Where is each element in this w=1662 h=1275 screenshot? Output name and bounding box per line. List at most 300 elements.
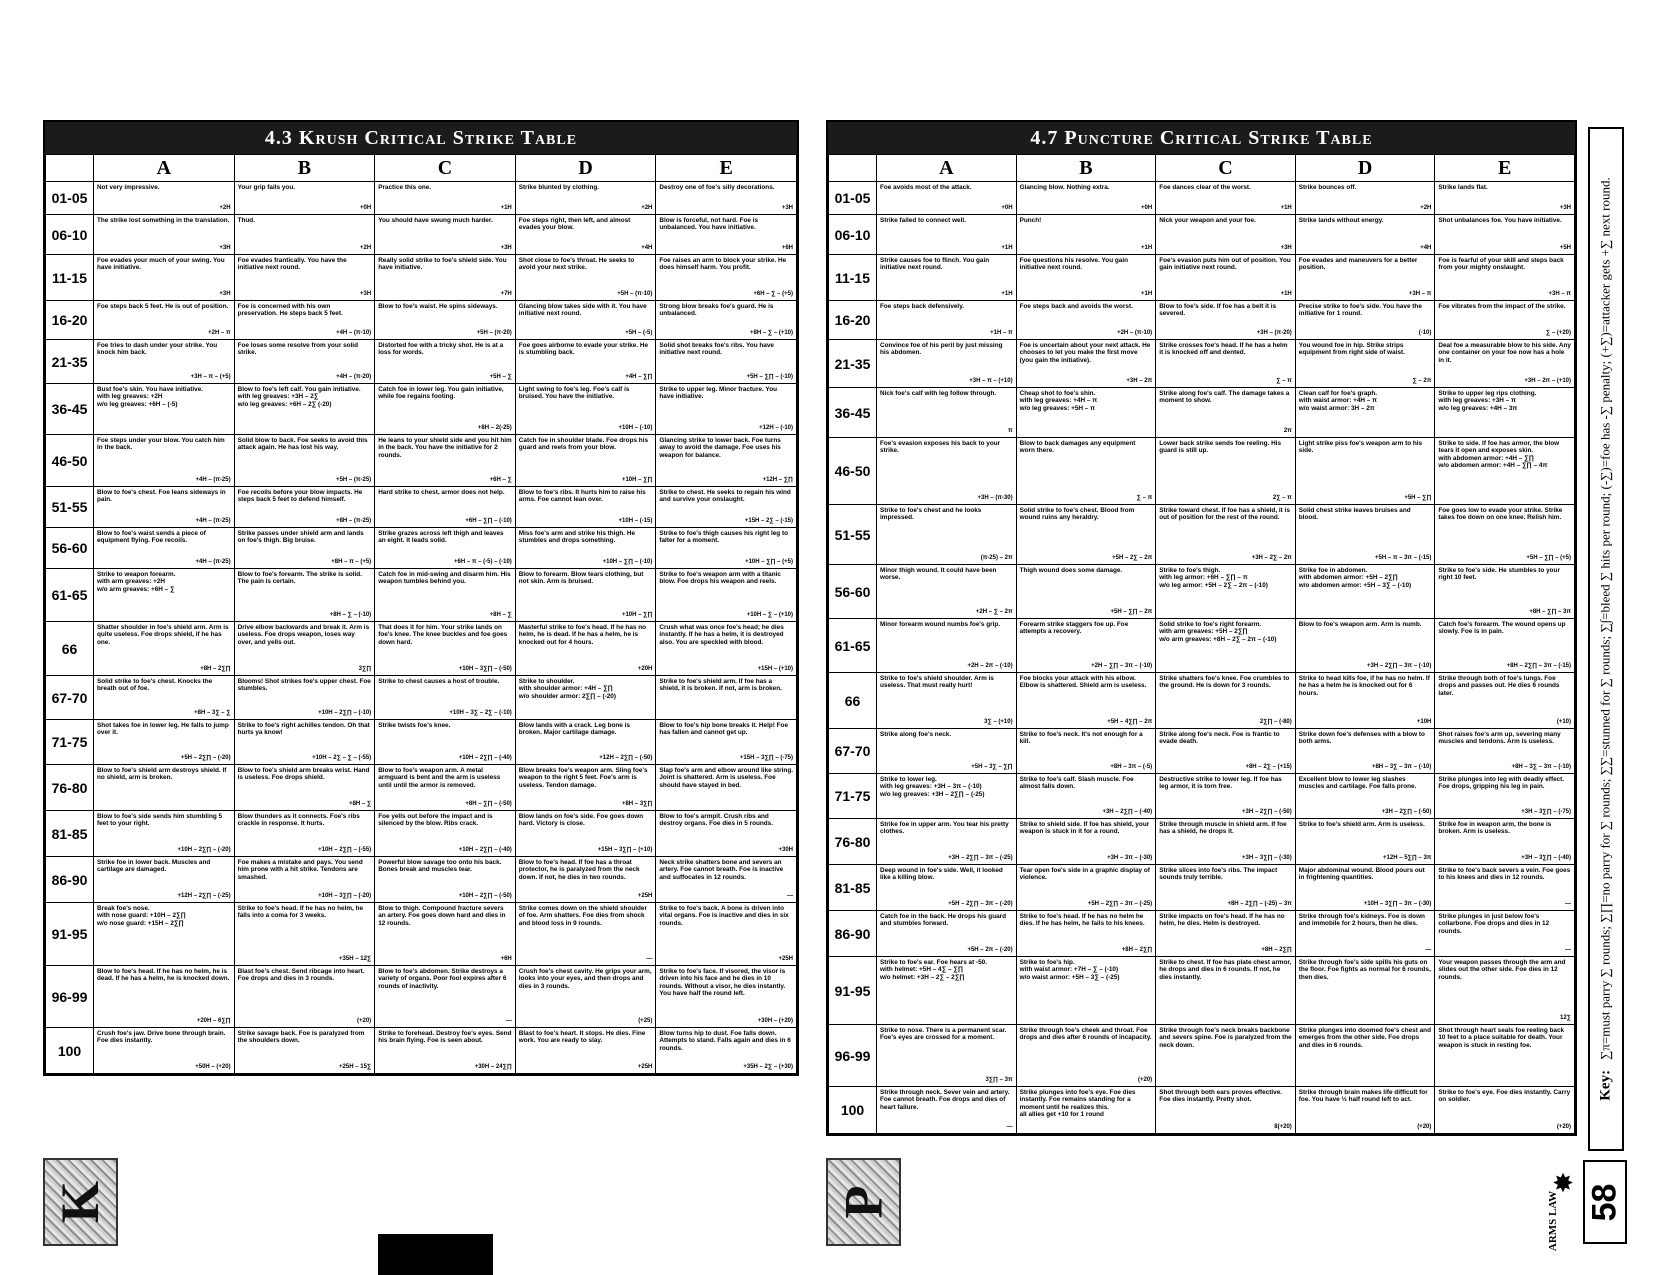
result-effect: +5H – ∑∏ [1404, 495, 1432, 501]
result-cell [877, 565, 1017, 619]
result-description: Strong blow breaks foe's guard. He is unbalanced. [659, 303, 774, 318]
result-cell [1016, 388, 1156, 438]
result-description: Strike to forehead. Destroy foe's eyes. Send his brain flying. Foe is seen about. [378, 1030, 512, 1045]
result-cell [234, 301, 375, 340]
result-description: Tear open foe's side in a graphic display of violence. [1019, 867, 1150, 882]
result-effect: 3∑∏ – 3π [985, 1077, 1013, 1083]
result-cell [1156, 673, 1296, 729]
column-header-a: A [94, 155, 235, 182]
result-cell [234, 528, 375, 569]
result-cell [877, 255, 1017, 301]
result-description: Bust foe's skin. You have initiative. with leg greaves: +2H w/o leg greaves: +6H – (-5) [97, 386, 204, 408]
result-description: Light strike piss foe's weapon arm to his side. [1298, 440, 1423, 455]
result-cell [1435, 182, 1575, 215]
result-cell [1435, 729, 1575, 774]
result-cell [1016, 911, 1156, 957]
result-effect: +8H – 2∑∏ [1261, 947, 1292, 953]
result-effect: (+10) [1556, 719, 1571, 725]
result-description: Crush foe's chest cavity. He grips your arm, looks into your eyes, and then drops and dies in 3 rounds. [518, 968, 652, 990]
result-description: Foe questions his resolve. You gain initiative next round. [1019, 257, 1129, 272]
result-cell [234, 720, 375, 765]
result-description: Major abdominal wound. Blood pours out in frightening quantities. [1298, 867, 1425, 882]
roll-range: 66 [46, 622, 94, 676]
result-description: Strike to foe's eye. Foe dies instantly. Carry on soldier. [1438, 1089, 1571, 1104]
result-description: Strike savage back. Foe is paralyzed from the shoulders down. [237, 1030, 365, 1045]
result-effect: +8H – ∑ – (+10) [750, 330, 793, 336]
table-row [829, 215, 1575, 255]
result-cell [515, 966, 656, 1028]
result-description: Solid strike to foe's chest. Blood from wound ruins any heraldry. [1019, 507, 1135, 522]
result-effect: — [646, 956, 653, 962]
roll-range: 66 [829, 673, 877, 729]
result-description: Nick your weapon and your foe. [1159, 217, 1256, 224]
result-description: Neck strike shatters bone and severs an artery. Foe cannot breath. Foe is inactive and suffocates in 12 rounds. [659, 859, 784, 881]
result-description: Strike slices into foe's ribs. The impact sounds truly terrible. [1159, 867, 1278, 882]
result-cell [877, 865, 1017, 911]
result-description: Strike to chest. If foe has plate chest armor, he drops and dies in 6 rounds. If not, he dies instantly. [1159, 959, 1292, 981]
result-effect: π [1008, 428, 1013, 434]
result-description: Blow to foe's head. If foe has a throat protector, he is paralyzed from the neck down. If not, he dies in two rounds. [518, 859, 640, 881]
result-effect: +5H – 2∑ – 2π [1112, 555, 1153, 561]
result-cell [1435, 301, 1575, 340]
result-cell [1435, 1025, 1575, 1087]
result-cell [1016, 619, 1156, 673]
result-cell [515, 622, 656, 676]
result-description: Solid blow to back. Foe seeks to avoid this attack again. He has lost his way. [237, 437, 368, 452]
result-cell [515, 720, 656, 765]
table-row [829, 619, 1575, 673]
result-cell [1435, 673, 1575, 729]
roll-range: 46-50 [829, 438, 877, 505]
result-description: Blow to foe's weapon arm. A metal armguard is bent and the arm is useless until until the armor is removed. [378, 767, 501, 789]
result-description: Glancing blow. Nothing extra. [1019, 184, 1110, 191]
result-description: Blow lands on foe's side. Foe goes down hard. Victory is close. [518, 813, 644, 828]
result-description: Shot close to foe's throat. He seeks to avoid your next strike. [518, 257, 635, 272]
result-cell [656, 215, 797, 255]
result-cell [94, 384, 235, 435]
result-effect: +3H – 3∑∏ – (-30) [1242, 855, 1292, 861]
result-cell [1156, 911, 1296, 957]
result-cell [94, 215, 235, 255]
result-effect: 3∑∏ [358, 666, 372, 672]
result-description: Thud. [237, 217, 255, 224]
page-number: 58 [1585, 1183, 1624, 1221]
result-description: Strike lands flat. [1438, 184, 1488, 191]
result-effect: — [1565, 947, 1571, 953]
result-cell [1156, 1087, 1296, 1134]
result-effect: +5H [1559, 245, 1571, 251]
result-cell [1435, 255, 1575, 301]
result-effect: +4H – (π-25) [195, 559, 231, 565]
puncture-table-title: 4.7 Puncture Critical Strike Table [828, 122, 1575, 154]
result-description: Strike to foe's right achilles tendon. Oh that hurts ya know! [237, 722, 370, 737]
result-cell [877, 729, 1017, 774]
result-cell [234, 1028, 375, 1074]
result-cell [1295, 619, 1435, 673]
result-description: Strike to foe's thigh. with leg armor: +6H – ∑∏ – π w/o leg armor: +5H – 2∑ – 2π – (-10) [1159, 567, 1268, 589]
table-row [46, 569, 797, 622]
puncture-critical-table [826, 120, 1577, 1136]
result-cell [656, 435, 797, 487]
result-cell [375, 765, 516, 811]
result-cell [234, 811, 375, 857]
result-description: Hard strike to chest, armor does not help. [378, 489, 505, 496]
result-description: Strike along foe's neck. Foe is frantic to evade death. [1159, 731, 1280, 746]
result-cell [94, 569, 235, 622]
result-cell [515, 528, 656, 569]
result-cell [375, 340, 516, 384]
result-description: Strike to upper leg. Minor fracture. You have initiative. [659, 386, 778, 401]
roll-range: 11-15 [46, 255, 94, 301]
table-row [46, 384, 797, 435]
result-effect: +25H [778, 956, 793, 962]
result-effect: +8H – 2∑∏ [200, 666, 231, 672]
result-effect: +2H [1420, 205, 1432, 211]
result-description: Glancing strike to lower back. Foe turns away to avoid the damage. Foe uses his weapon for balance. [659, 437, 781, 459]
table-row [46, 1028, 797, 1074]
table-row [829, 729, 1575, 774]
result-description: Foe steps back defensively. [880, 303, 965, 310]
result-description: Excellent blow to lower leg slashes muscles and cartilage. Foe falls prone. [1298, 776, 1417, 791]
roll-range: 100 [829, 1087, 877, 1134]
puncture-letter-logo [826, 1158, 901, 1246]
result-effect: +1H [1141, 245, 1153, 251]
result-cell [656, 255, 797, 301]
result-effect: 8(+20) [1274, 1124, 1292, 1130]
result-effect: +0H [1141, 205, 1153, 211]
result-effect: +10H – 2∑∏ – (-40) [458, 847, 512, 853]
result-cell [1435, 911, 1575, 957]
roll-range: 16-20 [46, 301, 94, 340]
result-description: Crush foe's jaw. Drive bone through brain. Foe dies instantly. [97, 1030, 226, 1045]
result-description: Strike to foe's calf. Slash muscle. Foe almost falls down. [1019, 776, 1134, 791]
result-effect: +3H – 3π – (-30) [1107, 855, 1153, 861]
result-effect: +10H – 2∑∏ – (-10) [318, 710, 372, 716]
result-effect: +35H – 12∑ [339, 956, 372, 962]
result-cell [234, 622, 375, 676]
result-effect: (+25) [638, 1018, 653, 1024]
result-effect: +5H – ∑∏ – (-10) [746, 374, 793, 380]
result-cell [234, 255, 375, 301]
result-cell [1016, 673, 1156, 729]
result-cell [877, 301, 1017, 340]
roll-range: 11-15 [829, 255, 877, 301]
result-cell [234, 435, 375, 487]
result-effect: +10H – 2∑∏ – (-40) [458, 755, 512, 761]
result-effect: (+20) [357, 1018, 372, 1024]
result-description: Foe blocks your attack with his elbow. Elbow is shattered. Shield arm is useless. [1019, 675, 1147, 690]
result-description: Foe evades and maneuvers for a better position. [1298, 257, 1418, 272]
result-effect: +2H – 2π – (-10) [967, 663, 1013, 669]
result-cell [375, 622, 516, 676]
result-cell [515, 255, 656, 301]
result-cell [1016, 255, 1156, 301]
result-cell [234, 384, 375, 435]
result-cell [1016, 774, 1156, 819]
result-description: Blow to foe's side. If foe has a belt it is severed. [1159, 303, 1277, 318]
result-cell [515, 676, 656, 720]
result-effect: +5H – ∑∏ – (+5) [1526, 555, 1571, 561]
result-effect: +5H – ∑ [489, 374, 512, 380]
column-header-d: D [515, 155, 656, 182]
result-cell [1156, 255, 1296, 301]
result-description: Strike to chest. He seeks to regain his wind and survive your onslaught. [659, 489, 791, 504]
result-effect: +8H – 2∑∏ – 3π – (-15) [1506, 663, 1571, 669]
result-description: Strike lands without energy. [1298, 217, 1384, 224]
result-description: Solid strike to foe's right forearm. with arm greaves: +5H – 2∑∏ w/o arm greaves: +8H – 2∑ – 2π – (-10) [1159, 621, 1277, 643]
table-row [829, 1087, 1575, 1134]
result-description: Distorted foe with a tricky shot. He is at a loss for words. [378, 342, 504, 357]
result-cell [877, 438, 1017, 505]
result-cell [94, 1028, 235, 1074]
result-cell [1156, 819, 1296, 865]
star-emblem-icon: ✸ [1552, 1167, 1574, 1198]
result-cell [375, 1028, 516, 1074]
result-description: Strike plunges into foe's eye. Foe dies instantly. Foe remains standing for a moment until he realizes this. all allies get +10 for 1 round [1019, 1089, 1136, 1119]
result-effect: (π-25) – 2π [980, 555, 1013, 561]
result-cell [94, 966, 235, 1028]
result-description: Strike comes down on the shield shoulder of foe. Arm shatters. Foe dies from shock and blood loss in 9 rounds. [518, 905, 647, 927]
column-header-e: E [1435, 155, 1575, 182]
result-description: Strike crosses foe's head. If he has a helm it is knocked off and dented. [1159, 342, 1288, 357]
result-effect: +8H – 3∑ – 3π – (-10) [1371, 764, 1432, 770]
result-description: The strike lost something in the translation. [97, 217, 230, 224]
result-effect: +2H – π [208, 330, 231, 336]
result-effect: +50H – (+20) [195, 1064, 231, 1070]
result-cell [877, 957, 1017, 1025]
result-effect: +8H – 3∑∏ [621, 801, 653, 807]
table-row [829, 505, 1575, 565]
result-description: Strike to shoulder. with shoulder armor: +4H – ∑∏ w/o shoulder armor: 2∑∏ – (-20) [518, 678, 616, 700]
result-effect: +4H – (π-10) [336, 330, 372, 336]
result-description: Strike to foe's back. A bone is driven into vital organs. Foe is inactive and dies in six rounds. [659, 905, 789, 927]
result-cell [1435, 774, 1575, 819]
result-description: Strike impacts on foe's head. If he has no helm, he dies. Helm is destroyed. [1159, 913, 1285, 928]
result-cell [375, 569, 516, 622]
result-description: Destroy one of foe's silly decorations. [659, 184, 775, 191]
result-description: Practice this one. [378, 184, 432, 191]
roll-range: 21-35 [46, 340, 94, 384]
result-description: Strike through foe's kidneys. Foe is down and immobile for 2 hours, then he dies. [1298, 913, 1425, 928]
result-effect: +10H – 2∑∏ – (-55) [318, 847, 372, 853]
result-effect: +12H – 2∑∏ – (-25) [177, 893, 231, 899]
result-cell [234, 966, 375, 1028]
result-effect: — [787, 893, 793, 899]
result-effect: +15H – (+10) [757, 666, 793, 672]
result-cell [1295, 340, 1435, 388]
roll-range: 86-90 [46, 857, 94, 903]
result-effect: ∑ – (+20) [1545, 330, 1571, 336]
result-description: Blow to thigh. Compound fracture severs an artery. Foe goes down hard and dies in 12 rounds. [378, 905, 506, 927]
result-cell [1295, 1025, 1435, 1087]
result-cell [1016, 438, 1156, 505]
result-effect: +10H – 3∑∏ – (-20) [318, 893, 372, 899]
result-effect: +3H – π – (+10) [969, 378, 1013, 384]
result-cell [1435, 865, 1575, 911]
result-effect: +8H – 3∑ – 3π – (-10) [1511, 764, 1571, 770]
result-description: Shot takes foe in lower leg. He falls to jump over it. [97, 722, 229, 737]
result-description: Strike shatters foe's knee. Foe crumbles to the ground. He is down for 3 rounds. [1159, 675, 1290, 690]
brand-text: ARMS LAW [1547, 1190, 1560, 1252]
result-description: Strike to foe's shield arm. If foe has a shield, it is broken. If not, arm is broken. [659, 678, 782, 693]
result-effect: +3H – (π-30) [977, 495, 1013, 501]
result-cell [1435, 388, 1575, 438]
result-effect: +3H – 3∑∏ – (-40) [1521, 855, 1571, 861]
result-effect: — [1565, 901, 1571, 907]
table-row [46, 903, 797, 966]
result-cell [877, 774, 1017, 819]
krush-table-title: 4.3 Krush Critical Strike Table [45, 122, 797, 154]
result-effect: +5H – 4∑∏ – 2π [1107, 719, 1153, 725]
result-description: Strike to foe's thigh causes his right leg to falter for a moment. [659, 530, 789, 545]
result-description: Strike through both of foe's lungs. Foe drops and passes out. He dies 6 rounds later. [1438, 675, 1560, 697]
table-row [46, 435, 797, 487]
result-cell [515, 435, 656, 487]
result-effect: +3H – 3∑∏ – (-75) [1521, 809, 1571, 815]
roll-range: 67-70 [829, 729, 877, 774]
result-effect: +5H – 3∑ – ∑∏ [971, 764, 1013, 770]
result-cell [877, 340, 1017, 388]
result-cell [656, 622, 797, 676]
table-row [829, 819, 1575, 865]
result-effect: +2H – ∑ – 2π [975, 609, 1013, 615]
column-header-d: D [1295, 155, 1435, 182]
result-description: Shot through both ears proves effective. Foe dies instantly. Pretty shot. [1159, 1089, 1283, 1104]
result-cell [1016, 819, 1156, 865]
result-description: Catch foe's forearm. The wound opens up slowly. Foe is in pain. [1438, 621, 1566, 636]
result-cell [94, 528, 235, 569]
result-cell [515, 301, 656, 340]
result-effect: ∑ – 2π [1412, 378, 1432, 384]
result-description: Strike to foe's weapon arm with a titanic blow. Foe drops his weapon and reels. [659, 571, 781, 586]
result-description: Blow to foe's armpit. Crush ribs and destroy organs. Foe dies in 5 rounds. [659, 813, 774, 828]
krush-letter: K [50, 1180, 111, 1224]
result-cell [1016, 1025, 1156, 1087]
result-cell [1016, 1087, 1156, 1134]
result-effect: +3H [500, 245, 512, 251]
result-cell [234, 182, 375, 215]
result-cell [1156, 619, 1296, 673]
result-cell [515, 487, 656, 528]
result-cell [234, 569, 375, 622]
result-effect: +10H – 3∑ – 2∑ – (-10) [449, 710, 512, 716]
result-description: Foe is concerned with his own preservation. He steps back 5 feet. [237, 303, 343, 318]
result-effect: +10H – 3∑∏ – (-50) [458, 666, 512, 672]
result-description: Foe dances clear of the worst. [1159, 184, 1251, 191]
puncture-table-body [829, 182, 1575, 1134]
result-description: Strike to nose. There is a permanent scar. Foe's eyes are crossed for a moment. [880, 1027, 1007, 1042]
result-effect: +12H – ∑∏ [762, 477, 793, 483]
result-cell [94, 435, 235, 487]
result-cell [1295, 911, 1435, 957]
result-cell [1156, 215, 1296, 255]
roll-range: 51-55 [829, 505, 877, 565]
roll-range: 56-60 [46, 528, 94, 569]
result-description: Forearm strike staggers foe up. Foe attempts a recovery. [1019, 621, 1129, 636]
result-description: Minor thigh wound. It could have been worse. [880, 567, 997, 582]
result-description: Blast foe's chest. Send ribcage into heart. Foe drops and dies in 3 rounds. [237, 968, 365, 983]
result-cell [656, 301, 797, 340]
result-description: Blow to foe's side sends him stumbling 5 feet to your right. [97, 813, 223, 828]
roll-range: 06-10 [46, 215, 94, 255]
result-effect: 2π [1283, 428, 1292, 434]
result-description: Foe loses some resolve from your solid strike. [237, 342, 358, 357]
result-cell [375, 903, 516, 966]
result-description: Blow to foe's chest. Foe leans sideways in pain. [97, 489, 226, 504]
result-effect: +10H – 2∑∏ – (-20) [177, 847, 231, 853]
roll-range: 46-50 [46, 435, 94, 487]
table-row [829, 340, 1575, 388]
result-effect: +2H – ∑∏ – 3π – (-10) [1091, 663, 1153, 669]
key-label: Key: [1597, 1069, 1614, 1101]
result-effect: +10H – (-10) [618, 425, 653, 431]
result-effect: — [505, 1018, 512, 1024]
roll-range: 76-80 [46, 765, 94, 811]
result-effect: +5H – 2∑∏ – 3π – (-25) [1087, 901, 1153, 907]
result-cell [656, 569, 797, 622]
table-row [829, 255, 1575, 301]
result-description: Blooms! Shot strikes foe's upper chest. Foe stumbles. [237, 678, 371, 693]
result-effect: +6H – ∑∏ – (-10) [465, 518, 512, 524]
result-cell [1016, 215, 1156, 255]
table-row [46, 720, 797, 765]
column-header-c: C [375, 155, 516, 182]
result-effect: +5H – (π-20) [476, 330, 512, 336]
result-effect: +8H – ∑∏ – (-50) [465, 801, 512, 807]
result-effect: +3H – π [1548, 291, 1571, 297]
result-description: Blow to foe's hip bone breaks it. Help! Foe has fallen and cannot get up. [659, 722, 789, 737]
result-effect: +3H [219, 245, 231, 251]
result-description: Thigh wound does some damage. [1019, 567, 1123, 574]
result-description: Foe's evasion puts him out of position. You gain initiative next round. [1159, 257, 1291, 272]
result-effect: +10H – ∑∏ [621, 477, 653, 483]
result-description: Strike along foe's neck. [880, 731, 952, 738]
result-cell [1295, 215, 1435, 255]
result-cell [375, 435, 516, 487]
roll-range: 91-95 [829, 957, 877, 1025]
column-header-c: C [1156, 155, 1296, 182]
result-cell [1156, 438, 1296, 505]
table-row [46, 857, 797, 903]
table-row [829, 911, 1575, 957]
result-cell [515, 384, 656, 435]
result-description: Miss foe's arm and strike his thigh. He stumbles and drops something. [518, 530, 636, 545]
result-description: Strike twists foe's knee. [378, 722, 451, 729]
result-description: Foe avoids most of the attack. [880, 184, 972, 191]
roll-range: 36-45 [46, 384, 94, 435]
krush-critical-table [43, 120, 799, 1076]
result-description: Shot through heart seals foe reeling back 10 feet to a place suitable for death. Your weapon is stuck in resting foe. [1438, 1027, 1565, 1049]
result-cell [94, 811, 235, 857]
result-effect: +10H – ∑∏ – (-10) [602, 559, 653, 565]
result-cell [1295, 505, 1435, 565]
result-cell [656, 765, 797, 811]
result-description: Blow breaks foe's weapon arm. Sling foe's weapon to the right 5 feet. Foe's arm is useless. Tendon damage. [518, 767, 648, 789]
result-description: Strike to foe's shield shoulder. Arm is useless. That must really hurt! [880, 675, 994, 690]
result-effect: +10H – ∑ – (+10) [746, 612, 793, 618]
result-effect: +0H [1001, 205, 1013, 211]
result-description: Foe steps back 5 feet. He is out of position. [97, 303, 229, 310]
table-row [829, 774, 1575, 819]
table-row [829, 301, 1575, 340]
result-cell [656, 487, 797, 528]
result-effect: +1H [1280, 205, 1292, 211]
result-cell [1435, 215, 1575, 255]
result-description: Foe raises an arm to block your strike. He does himself harm. You profit. [659, 257, 787, 272]
result-effect: +3H – 2∑∏ – 3π – (-25) [948, 855, 1013, 861]
result-cell [1016, 340, 1156, 388]
result-description: Strike through foe's neck breaks backbone and severs spine. Foe is paralyzed from the neck down. [1159, 1027, 1292, 1049]
